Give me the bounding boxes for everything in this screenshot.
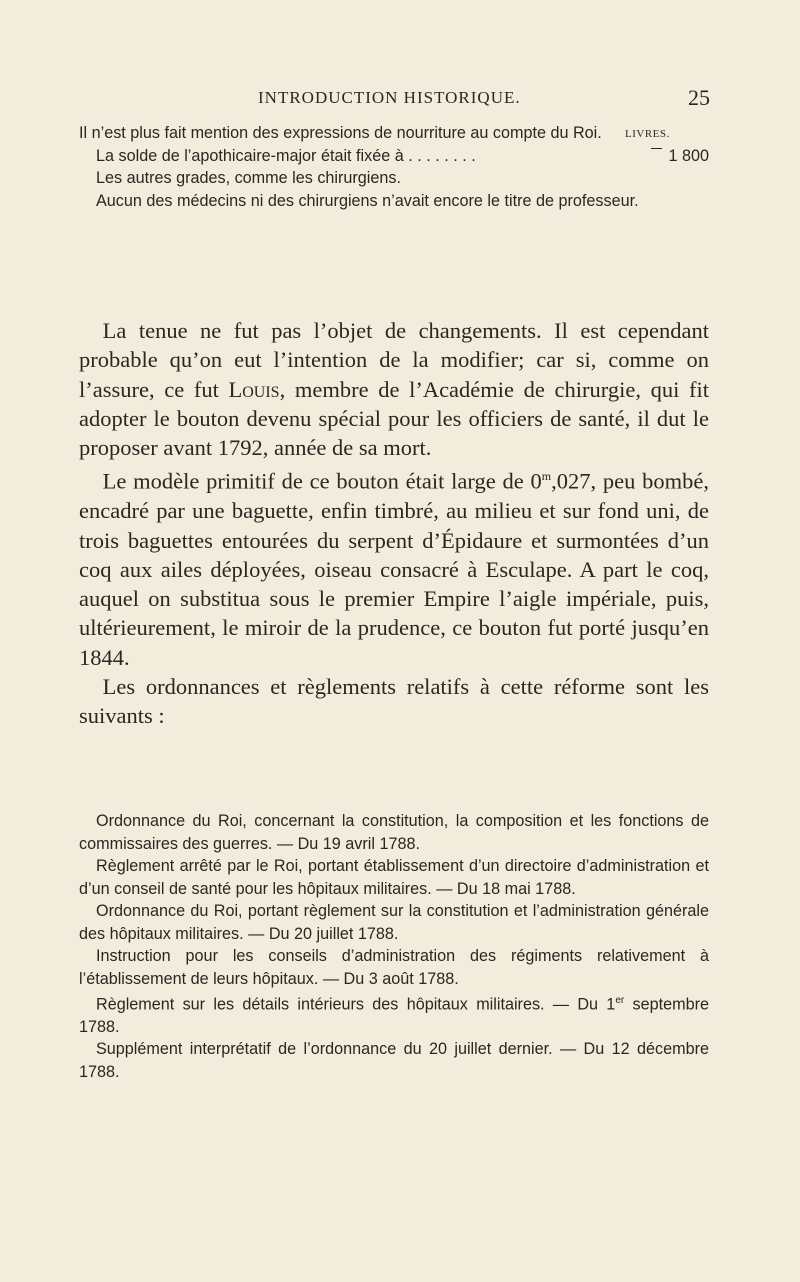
line-solde — [79, 145, 709, 168]
line-autres-grades: Les autres grades, comme les chirurgiens. — [96, 169, 402, 187]
list-item: Ordonnance du Roi, portant règlement sur la constitution et l’administration générale des hôpitaux militaires. — Du 20 juillet 1788. — [79, 902, 709, 943]
list-item: Supplément interprétatif de l’ordonnance du 20 juillet dernier. — Du 12 décembre 1788. — [79, 1040, 709, 1081]
list-item — [79, 990, 709, 1038]
running-head — [0, 85, 800, 116]
list-item: Règlement arrêté par le Roi, portant établissement d’un directoire d’administration et d’un conseil de santé pour les hôpitaux militaires. — Du 18 mai 1788. — [79, 857, 709, 898]
superscript-er: er — [615, 995, 625, 1006]
list-item: Ordonnance du Roi, concernant la constitution, la composition et les fonctions de commissaires des guerres. — Du 19 avril 1788. — [79, 812, 709, 853]
main-text — [79, 316, 709, 731]
running-title: INTRODUCTION HISTORIQUE. — [258, 88, 521, 107]
line-nourriture: Il n’est plus fait mention des expressions de nourriture au compte du Roi. — [79, 124, 602, 142]
list-item-a: Règlement sur les détails intérieurs des hôpitaux militaires. — Du 1 — [96, 995, 616, 1014]
list-item-b: septembre 1788. — [79, 995, 709, 1036]
solde-value: 1 800 — [668, 146, 709, 165]
superscript-m: m — [541, 469, 552, 484]
name-louis: Louis — [228, 376, 280, 402]
paragraph-modele-a: Le modèle primitif de ce bouton était large de 0 — [102, 468, 542, 494]
margin-note: LIVRES. — [625, 128, 670, 140]
page-number: 25 — [688, 85, 710, 110]
list-item: Instruction pour les conseils d’administration des régiments relativement à l’établissement de leurs hôpitaux. — Du 3 août 1788. — [79, 947, 709, 988]
paragraph-tenue-a: La tenue ne fut pas l’objet de changements. Il est cependant probable qu’on eut l’intention de la modifier; car si, comme on l’assure, ce fut — [79, 318, 709, 402]
paragraph-ordonnances: Les ordonnances et règlements relatifs à cette réforme sont les suivants : — [79, 674, 709, 729]
paragraph-tenue-b: , membre de l’Académie de chirurgie, qui fit adopter le bouton devenu spécial pour les officiers de santé, il dut le proposer avant 1792, année de sa mort. — [79, 376, 709, 461]
paragraph-modele-b: ,027, peu bombé, encadré par une baguette, enfin timbré, au milieu et sur fond uni, de trois baguettes entourées du serpent d’Épidaure et surmontées d’un coq aux ailes déployées, oiseau consacré à Esculape. A part le coq, auquel on substitua sous le premier Empire l’aigle impériale, puis, ultérieurement, le miroir de la prudence, ce bouton fut porté jusqu’en 1844. — [79, 468, 709, 670]
solde-label: La solde de l’apothicaire-major était fixée à . . . . . . . . — [96, 146, 476, 165]
paragraph-modele — [79, 462, 709, 672]
line-professeur: Aucun des médecins ni des chirurgiens n’avait encore le titre de professeur. — [96, 191, 639, 210]
upper-block — [79, 122, 709, 212]
regulations-list — [79, 810, 709, 1083]
paragraph-tenue — [79, 316, 709, 462]
